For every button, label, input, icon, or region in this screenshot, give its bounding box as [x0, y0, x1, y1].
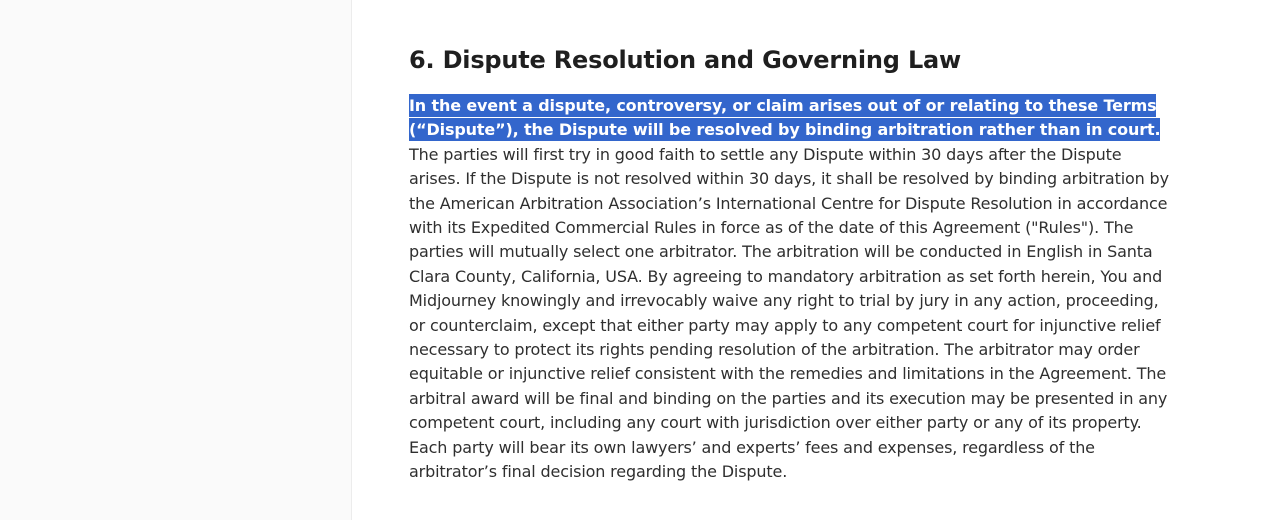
paragraph-final-text: Each party will bear its own lawyers’ and experts’ fees and expenses, regardless of the arbitrator’s final decision regarding the Dispute.: [409, 437, 1095, 482]
left-sidebar: [0, 0, 352, 520]
selected-text[interactable]: In the event a dispute, controversy, or claim arises out of or relating to these Terms (“Dispute”), the Dispute will be resolved by binding arbitration rather than in court.: [409, 96, 1161, 140]
paragraph-body-text: The parties will first try in good faith to settle any Dispute within 30 days after the Dispute arises. If the Dispute is not resolved within 30 days, it shall be resolved by binding arbitration by the American Arbitration Association’s International Centre for Dispute Resolution in accordance with its Expedited Commercial Rules in force as of the date of this Agreement ("Rules"). The parties will mutually select one arbitrator. The arbitration will be conducted in English in Santa Clara County, California, USA. By agreeing to mandatory arbitration as set forth herein, You and Midjourney knowingly and irrevocably waive any right to trial by jury in any action, proceeding, or counterclaim, except that either party may apply to any competent court for injunctive relief necessary to protect its rights pending resolution of the arbitration. The arbitrator may order equitable or injunctive relief consistent with the remedies and limitations in the Agreement. The arbitral award will be final and binding on the parties and its execution may be presented in any competent court, including any court with jurisdiction over either party or any of its property.: [409, 144, 1169, 433]
section-heading: 6. Dispute Resolution and Governing Law: [409, 46, 962, 74]
section-paragraph: [409, 94, 1169, 485]
